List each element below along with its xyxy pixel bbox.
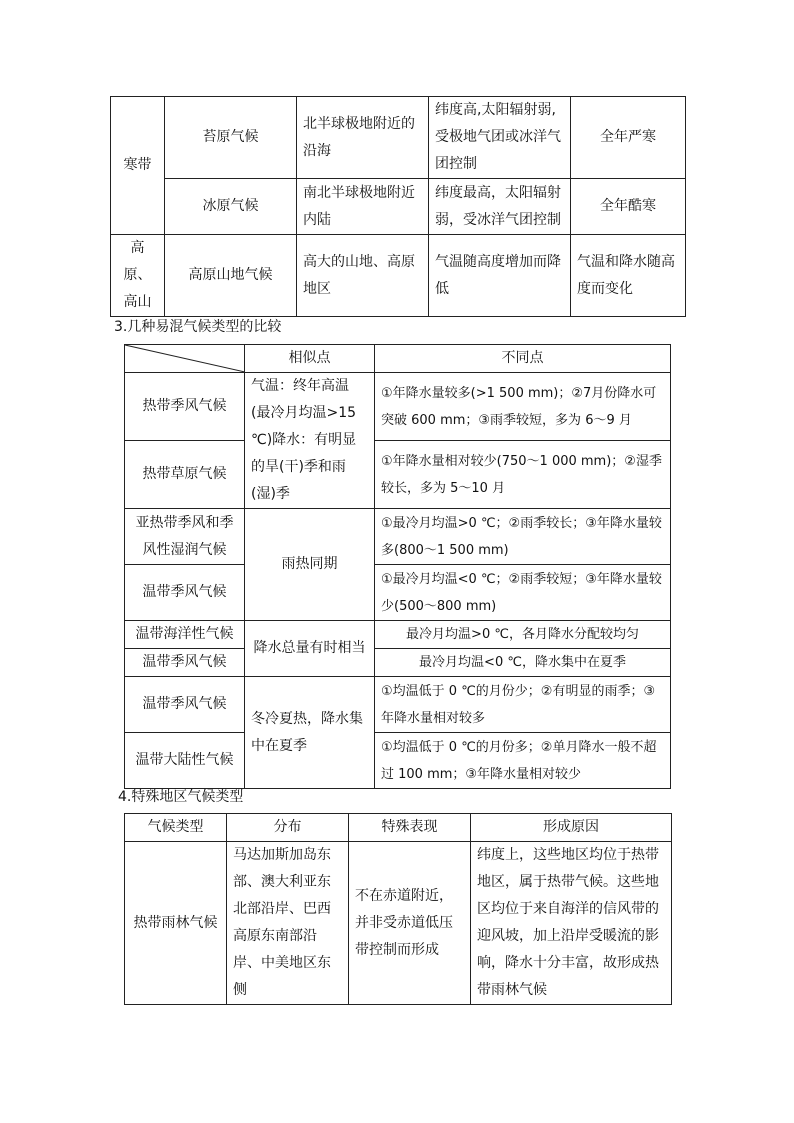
section-3-title: 3.几种易混气候类型的比较 — [114, 319, 282, 335]
header-cause: 形成原因 — [471, 814, 672, 842]
similar-cell: 降水总量有时相当 — [245, 621, 375, 677]
special-cell: 不在赤道附近，并非受赤道低压带控制而形成 — [349, 842, 471, 1005]
feature-cell: 全年酷寒 — [571, 179, 686, 235]
climate-type-cell: 冰原气候 — [165, 179, 297, 235]
climate-type-cell: 苔原气候 — [165, 97, 297, 179]
comparison-table — [124, 344, 671, 789]
diff-cell: ①年降水量相对较少(750～1 000 mm)；②湿季较长，多为 5～10 月 — [375, 441, 671, 509]
diagonal-header-cell — [125, 345, 245, 373]
feature-cell: 全年严寒 — [571, 97, 686, 179]
header-climate-type: 气候类型 — [125, 814, 227, 842]
distribution-cell: 南北半球极地附近内陆 — [297, 179, 429, 235]
diff-cell: 最冷月均温>0 ℃，各月降水分配较均匀 — [375, 621, 671, 649]
diff-cell: ①最冷月均温>0 ℃；②雨季较长；③年降水量较多(800～1 500 mm) — [375, 509, 671, 565]
diff-cell: ①均温低于 0 ℃的月份多；②单月降水一般不超过 100 mm；③年降水量相对较少 — [375, 733, 671, 789]
distribution-cell: 马达加斯加岛东部、澳大利亚东北部沿岸、巴西高原东南部沿岸、中美地区东侧 — [227, 842, 349, 1005]
diff-cell: ①年降水量较多(>1 500 mm)；②7月份降水可突破 600 mm；③雨季较短，多为 6～9 月 — [375, 373, 671, 441]
diff-cell: ①最冷月均温<0 ℃；②雨季较短；③年降水量较少(500～800 mm) — [375, 565, 671, 621]
climate-type-cell: 温带季风气候 — [125, 649, 245, 677]
special-climate-table — [124, 813, 672, 1005]
distribution-cell: 北半球极地附近的沿海 — [297, 97, 429, 179]
zone-cell: 高原、高山 — [111, 235, 165, 317]
diagonal-line — [125, 345, 245, 372]
climate-type-cell: 温带季风气候 — [125, 677, 245, 733]
diff-cell: 最冷月均温<0 ℃，降水集中在夏季 — [375, 649, 671, 677]
climate-type-cell: 热带季风气候 — [125, 373, 245, 441]
section-4-title: 4.特殊地区气候类型 — [118, 789, 244, 805]
similar-cell: 气温：终年高温(最冷月均温>15 ℃)降水：有明显的旱(干)季和雨(湿)季 — [245, 373, 375, 509]
header-special: 特殊表现 — [349, 814, 471, 842]
climate-type-cell: 高原山地气候 — [165, 235, 297, 317]
cause-cell: 纬度最高，太阳辐射弱，受冰洋气团控制 — [429, 179, 571, 235]
header-similar: 相似点 — [245, 345, 375, 373]
climate-type-cell: 温带大陆性气候 — [125, 733, 245, 789]
header-distribution: 分布 — [227, 814, 349, 842]
climate-type-cell: 亚热带季风和季风性湿润气候 — [125, 509, 245, 565]
diff-cell: ①均温低于 0 ℃的月份少；②有明显的雨季；③年降水量相对较多 — [375, 677, 671, 733]
climate-type-cell: 温带海洋性气候 — [125, 621, 245, 649]
distribution-cell: 高大的山地、高原地区 — [297, 235, 429, 317]
header-diff: 不同点 — [375, 345, 671, 373]
cause-cell: 纬度高,太阳辐射弱,受极地气团或冰洋气团控制 — [429, 97, 571, 179]
similar-cell: 冬冷夏热，降水集中在夏季 — [245, 677, 375, 789]
zone-cell: 寒带 — [111, 97, 165, 235]
climate-type-cell: 热带草原气候 — [125, 441, 245, 509]
cause-cell: 纬度上，这些地区均位于热带地区，属于热带气候。这些地区均位于来自海洋的信风带的迎风坡，加上沿岸受暖流的影响，降水十分丰富，故形成热带雨林气候 — [471, 842, 672, 1005]
similar-cell: 雨热同期 — [245, 509, 375, 621]
climate-type-cell: 热带雨林气候 — [125, 842, 227, 1005]
climate-table-1 — [110, 96, 686, 317]
feature-cell: 气温和降水随高度而变化 — [571, 235, 686, 317]
cause-cell: 气温随高度增加而降低 — [429, 235, 571, 317]
climate-type-cell: 温带季风气候 — [125, 565, 245, 621]
